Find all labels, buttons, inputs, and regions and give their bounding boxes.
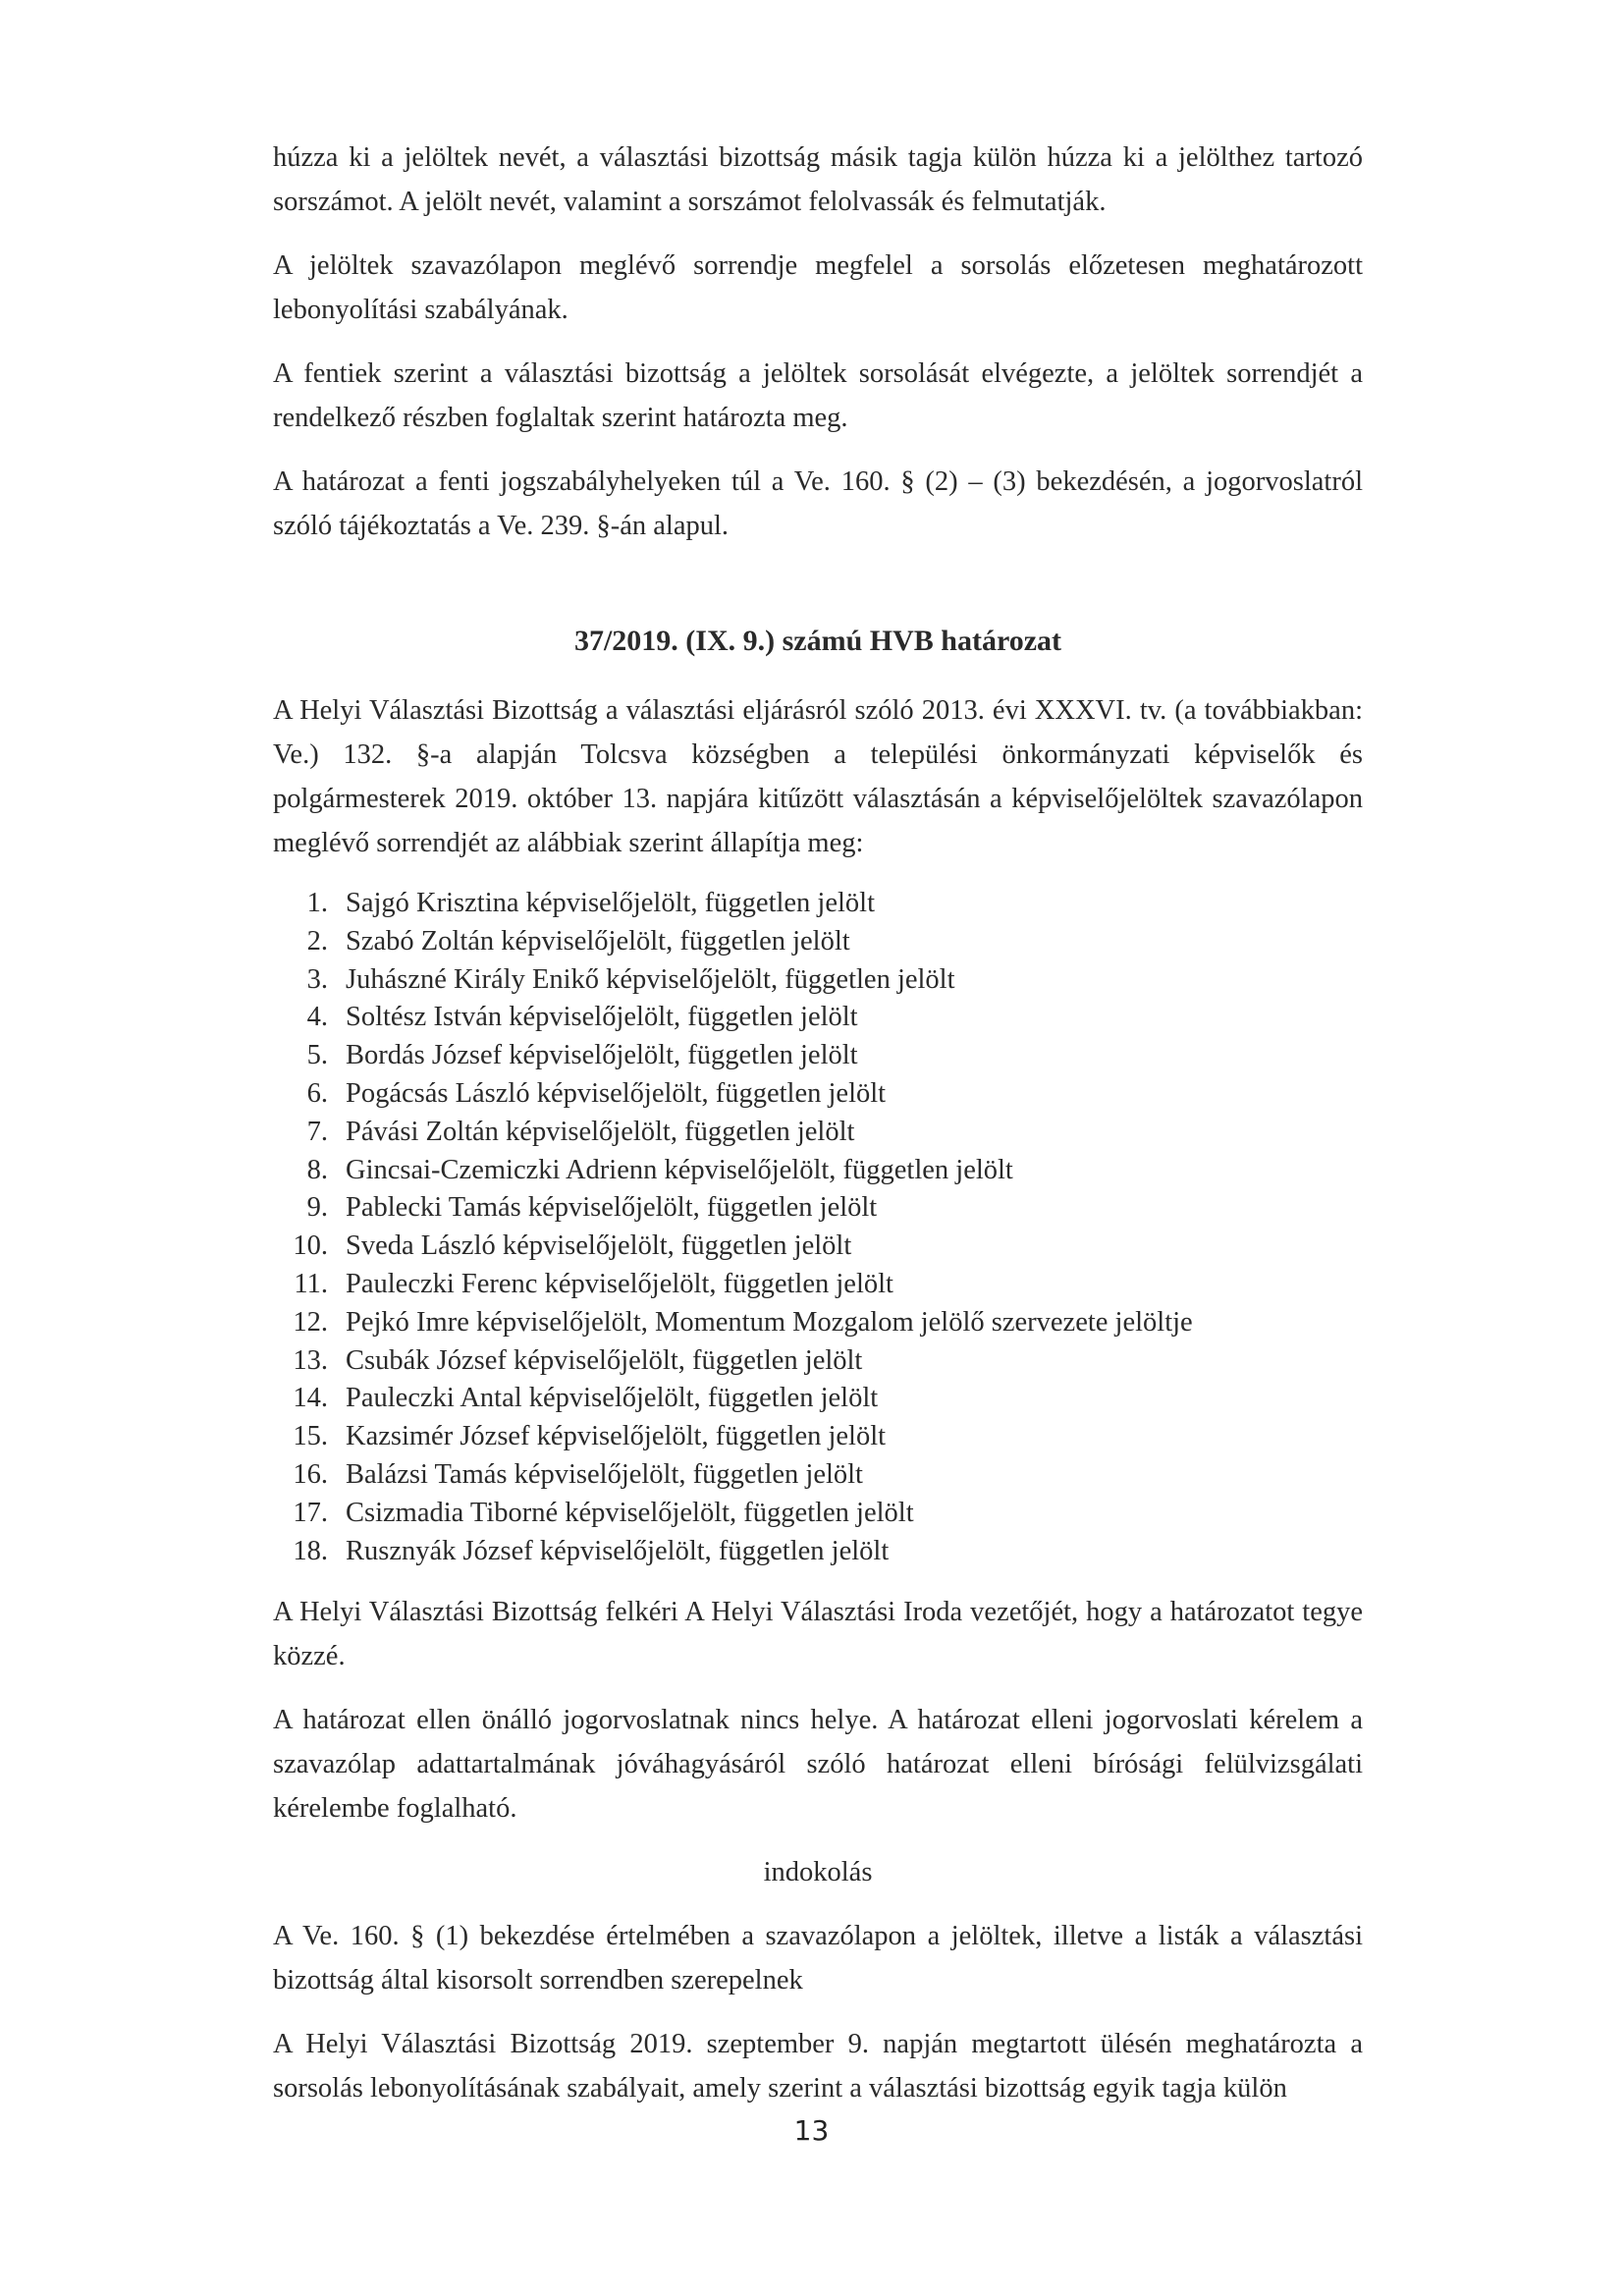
list-text: Csubák József képviselőjelölt, független jelölt xyxy=(346,1344,863,1376)
list-item xyxy=(273,1342,1363,1381)
list-text: Soltész István képviselőjelölt, független jelölt xyxy=(346,1002,858,1033)
list-item xyxy=(273,1495,1363,1533)
list-text: Kazsimér József képviselőjelölt, független jelölt xyxy=(346,1421,887,1452)
list-number: 12. xyxy=(293,1306,328,1338)
list-number: 4. xyxy=(306,1002,328,1033)
list-number: 16. xyxy=(293,1458,328,1490)
list-number: 14. xyxy=(293,1383,328,1414)
list-number: 10. xyxy=(293,1230,328,1262)
list-item xyxy=(273,885,1363,923)
list-item xyxy=(273,1228,1363,1266)
paragraph: A jelöltek szavazólapon meglévő sorrendje megfelel a sorsolás előzetesen meghatározott lebonyolítási szabályának. xyxy=(273,250,1363,325)
list-item xyxy=(273,961,1363,1000)
list-item xyxy=(273,1418,1363,1456)
list-item xyxy=(273,1266,1363,1304)
paragraph: A Ve. 160. § (1) bekezdése értelmében a szavazólapon a jelöltek, illetve a listák a választási bizottság által kisorsolt sorrendben szerepelnek xyxy=(273,1921,1363,1996)
list-number: 5. xyxy=(306,1040,328,1071)
list-number: 7. xyxy=(306,1116,328,1147)
list-text: Bordás József képviselőjelölt, független jelölt xyxy=(346,1040,858,1071)
list-text: Balázsi Tamás képviselőjelölt, független jelölt xyxy=(346,1458,863,1490)
list-text: Juhászné Király Enikő képviselőjelölt, független jelölt xyxy=(346,963,955,995)
list-text: Gincsai-Czemiczki Adrienn képviselőjelölt, független jelölt xyxy=(346,1154,1013,1185)
list-item xyxy=(273,1037,1363,1075)
list-item xyxy=(273,1533,1363,1571)
list-item xyxy=(273,1304,1363,1342)
list-number: 18. xyxy=(293,1535,328,1566)
list-item xyxy=(273,1075,1363,1114)
list-text: Pejkó Imre képviselőjelölt, Momentum Mozgalom jelölő szervezete jelöltje xyxy=(346,1306,1193,1338)
list-number: 17. xyxy=(293,1497,328,1528)
paragraph: A határozat ellen önálló jogorvoslatnak nincs helye. A határozat elleni jogorvoslati kérelem a szavazólap adattartalmának jóváhagyásáról szóló határozat elleni bírósági felülvizsgálati kérelembe foglalható. xyxy=(273,1705,1363,1825)
resolution-heading: 37/2019. (IX. 9.) számú HVB határozat xyxy=(573,625,1062,657)
list-item xyxy=(273,999,1363,1037)
resolution-intro: A Helyi Választási Bizottság a választási eljárásról szóló 2013. évi XXXVI. tv. (a továbbiakban: Ve.) 132. §-a alapján Tolcsva községben a települési önkormányzati képviselők és polgármesterek 2019. október 13. napjára kitűzött választásán a képviselőjelöltek szavazólapon meglévő sorrendjét az alábbiak szerint állapítja meg: xyxy=(273,695,1363,858)
list-number: 2. xyxy=(306,925,328,957)
list-item xyxy=(273,1456,1363,1495)
list-item xyxy=(273,1152,1363,1190)
list-number: 1. xyxy=(306,888,328,918)
list-text: Pávási Zoltán képviselőjelölt, független jelölt xyxy=(346,1116,855,1147)
list-text: Pauleczki Antal képviselőjelölt, független jelölt xyxy=(346,1383,879,1414)
page-number: 13 xyxy=(793,2114,830,2147)
list-text: Rusznyák József képviselőjelölt, független jelölt xyxy=(346,1535,890,1566)
list-text: Csizmadia Tiborné képviselőjelölt, független jelölt xyxy=(346,1497,914,1528)
paragraph: húzza ki a jelöltek nevét, a választási bizottság másik tagja külön húzza ki a jelölthez tartozó sorszámot. A jelölt nevét, valamint a sorszámot felolvassák és felmutatják. xyxy=(273,142,1363,217)
list-text: Sajgó Krisztina képviselőjelölt, független jelölt xyxy=(346,888,876,918)
list-text: Pauleczki Ferenc képviselőjelölt, független jelölt xyxy=(346,1268,893,1299)
list-text: Pablecki Tamás képviselőjelölt, független jelölt xyxy=(346,1192,878,1224)
list-text: Sveda László képviselőjelölt, független jelölt xyxy=(346,1230,852,1262)
candidate-list xyxy=(273,885,1363,1570)
reasoning-title: indokolás xyxy=(763,1857,873,1888)
paragraph: A Helyi Választási Bizottság felkéri A Helyi Választási Iroda vezetőjét, hogy a határozatot tegye közzé. xyxy=(273,1597,1363,1672)
list-item xyxy=(273,1380,1363,1418)
list-number: 13. xyxy=(293,1344,328,1376)
list-item xyxy=(273,923,1363,961)
paragraph: A fentiek szerint a választási bizottság a jelöltek sorsolását elvégezte, a jelöltek sorrendjét a rendelkező részben foglaltak szerint határozta meg. xyxy=(273,358,1363,433)
list-number: 11. xyxy=(294,1268,328,1299)
list-number: 8. xyxy=(306,1154,328,1185)
list-number: 3. xyxy=(306,963,328,995)
list-number: 6. xyxy=(306,1077,328,1109)
list-item xyxy=(273,1189,1363,1228)
list-item xyxy=(273,1114,1363,1152)
paragraph: A Helyi Választási Bizottság 2019. szeptember 9. napján megtartott ülésén meghatározta a sorsolás lebonyolításának szabályait, amely szerint a választási bizottság egyik tagja külön xyxy=(273,2029,1363,2105)
list-number: 15. xyxy=(293,1421,328,1452)
paragraph: A határozat a fenti jogszabályhelyeken túl a Ve. 160. § (2) – (3) bekezdésén, a jogorvoslatról szóló tájékoztatás a Ve. 239. §-án alapul. xyxy=(273,466,1363,541)
list-number: 9. xyxy=(306,1192,328,1224)
list-text: Szabó Zoltán képviselőjelölt, független jelölt xyxy=(346,925,850,957)
list-text: Pogácsás László képviselőjelölt, független jelölt xyxy=(346,1077,887,1109)
document-page xyxy=(273,136,1363,2110)
